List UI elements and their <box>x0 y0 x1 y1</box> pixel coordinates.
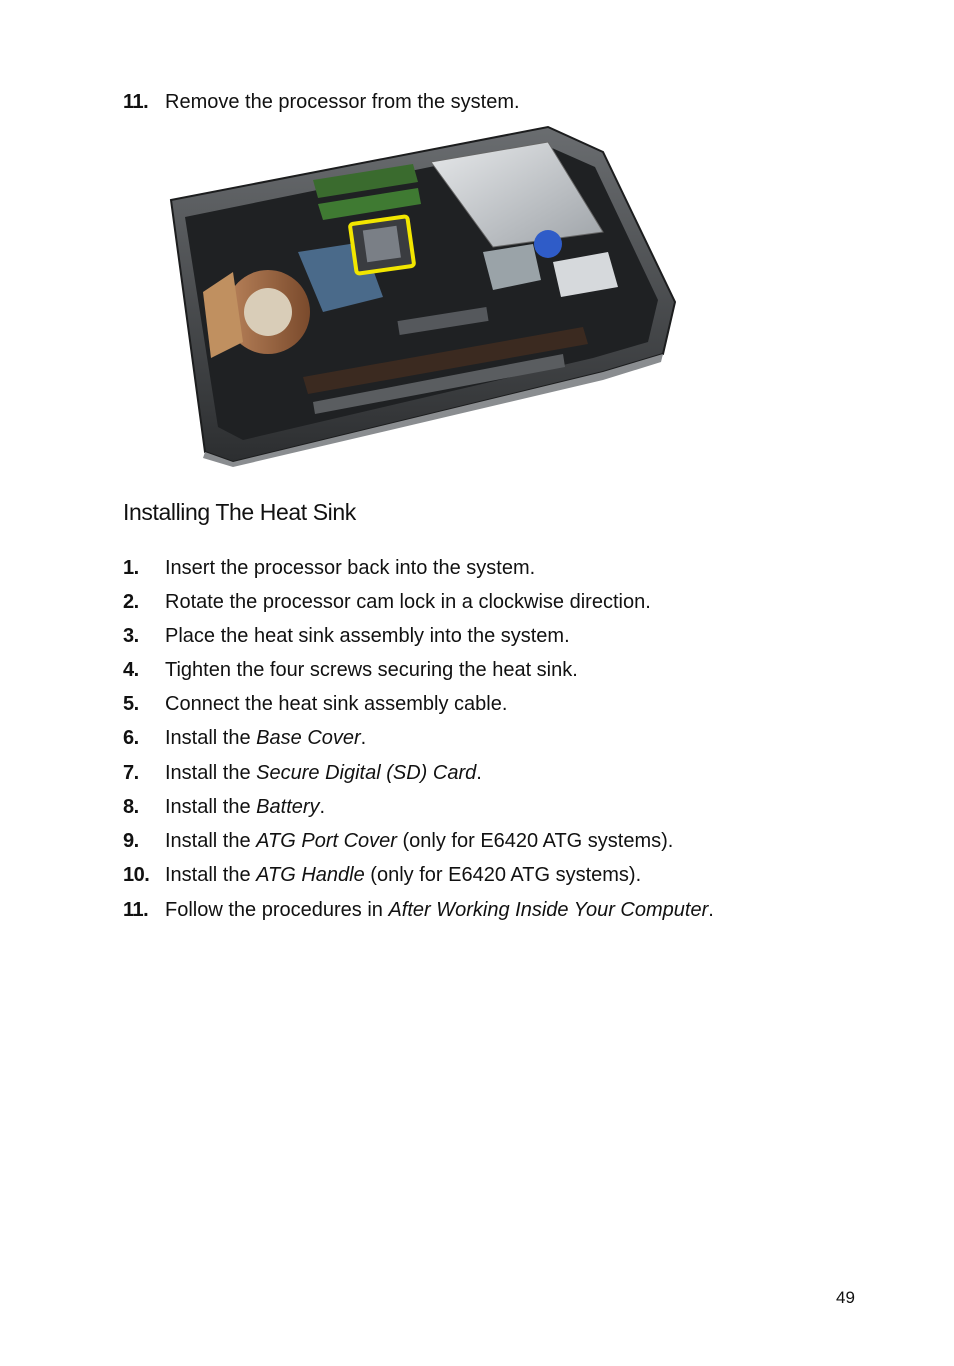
step-text: Tighten the four screws securing the heat sink. <box>165 659 578 681</box>
step-number: 6. <box>123 727 139 749</box>
page-number: 49 <box>836 1288 855 1307</box>
step-text: Place the heat sink assembly into the system. <box>165 625 570 647</box>
step-link[interactable]: Base Cover <box>256 727 361 749</box>
step-number: 10. <box>123 864 150 886</box>
step-text: Connect the heat sink assembly cable. <box>165 693 508 715</box>
step-text: Install the Base Cover. <box>165 727 367 749</box>
step-number: 2. <box>123 591 139 613</box>
step-text: Install the ATG Handle (only for E6420 ATG systems). <box>165 864 642 886</box>
step-link[interactable]: Battery <box>256 796 320 818</box>
step-link[interactable]: ATG Port Cover <box>256 830 397 852</box>
step-number: 11. <box>123 899 149 921</box>
step-link[interactable]: After Working Inside Your Computer <box>388 899 709 921</box>
step-link[interactable]: Secure Digital (SD) Card <box>256 762 477 784</box>
step-text: Rotate the processor cam lock in a clockwise direction. <box>165 591 651 613</box>
step-text: Remove the processor from the system. <box>165 91 520 113</box>
step-link[interactable]: ATG Handle <box>256 864 365 886</box>
step-number: 7. <box>123 762 139 784</box>
step-number: 1. <box>123 557 139 579</box>
step-number: 8. <box>123 796 139 818</box>
step-text: Install the ATG Port Cover (only for E6420 ATG systems). <box>165 830 674 852</box>
step-number: 5. <box>123 693 139 715</box>
step-text: Follow the procedures in After Working Inside Your Computer. <box>165 899 714 921</box>
step-number: 4. <box>123 659 139 681</box>
step-text: Insert the processor back into the system. <box>165 557 536 579</box>
step-text: Install the Battery. <box>165 796 326 818</box>
laptop-figure <box>163 122 683 467</box>
step-number: 11. <box>123 91 149 113</box>
step-number: 3. <box>123 625 139 647</box>
step-text: Install the Secure Digital (SD) Card. <box>165 762 482 784</box>
section-title: Installing The Heat Sink <box>123 499 356 525</box>
step-number: 9. <box>123 830 139 852</box>
